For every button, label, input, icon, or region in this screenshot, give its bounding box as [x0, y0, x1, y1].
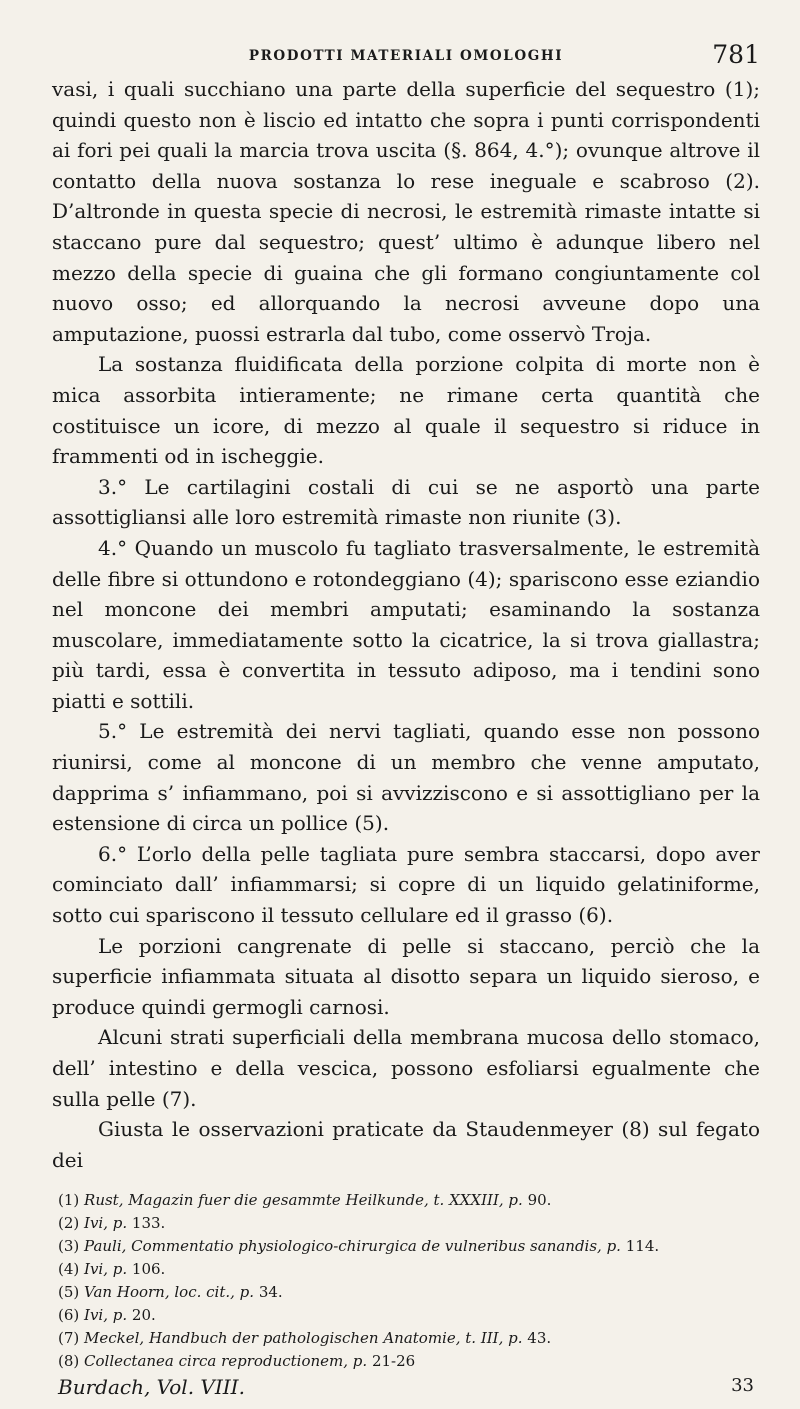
footnote-reference: Meckel, Handbuch der pathologischen Anatomie, t. III, p.	[84, 1329, 523, 1348]
footnote-page: 21-26	[371, 1352, 416, 1371]
footnote-page: 20.	[131, 1306, 156, 1325]
footnote-number: (8)	[58, 1352, 80, 1371]
footnote-number: (7)	[58, 1329, 80, 1348]
footnote-reference: Ivi, p.	[84, 1260, 128, 1279]
footnotes	[52, 1189, 760, 1373]
sheet-number: 33	[731, 1375, 754, 1397]
paragraph: Giusta le osservazioni praticate da Staudenmeyer (8) sul fegato dei	[52, 1117, 760, 1172]
footnote	[52, 1327, 760, 1350]
footnote	[52, 1258, 760, 1281]
footnote-number: (2)	[58, 1214, 80, 1233]
paragraph: 4.° Quando un muscolo fu tagliato trasversalmente, le estremità delle fibre si ottundono e rotondeggiano (4); spariscono esse eziandio nel moncone dei membri amputati; esaminando la sostanza muscolare, immediatamente sotto la cicatrice, la si trova giallastra; più tardi, essa è convertita in tessuto adiposo, ma i tendini sono piatti e sottili.	[52, 535, 760, 713]
footnote-page: 133.	[131, 1214, 166, 1233]
paragraph: Alcuni strati superficiali della membrana mucosa dello stomaco, dell’ intestino e della vescica, possono esfoliarsi egualmente che sulla pelle (7).	[52, 1025, 760, 1111]
footnote	[52, 1304, 760, 1327]
footnote-page: 90.	[527, 1191, 552, 1210]
footnote-number: (3)	[58, 1237, 80, 1256]
signature-mark: Burdach, Vol. VIII.	[58, 1375, 245, 1400]
footnote-reference: Rust, Magazin fuer die gesammte Heilkunde, t. XXXIII, p.	[84, 1191, 523, 1210]
paragraph: 3.° Le cartilagini costali di cui se ne asportò una parte assottigliansi alle loro estremità rimaste non riunite (3).	[52, 474, 760, 530]
footnote-number: (6)	[58, 1306, 80, 1325]
paragraph: La sostanza fluidificata della porzione colpita di morte non è mica assorbita intieramente; ne rimane certa quantità che costituisce un icore, di mezzo al quale il sequestro si riduce in frammenti od in ischeggie.	[52, 352, 760, 469]
page-number: 781	[712, 40, 760, 69]
footnote-number: (4)	[58, 1260, 80, 1279]
footnote-number: (1)	[58, 1191, 80, 1210]
footnote-reference: Ivi, p.	[84, 1306, 128, 1325]
footnote-reference: Ivi, p.	[84, 1214, 128, 1233]
footnote-page: 34.	[258, 1283, 283, 1302]
footnote-page: 114.	[625, 1237, 660, 1256]
footnote-number: (5)	[58, 1283, 80, 1302]
footnote-reference: Van Hoorn, loc. cit., p.	[84, 1283, 255, 1302]
page-header	[52, 30, 760, 74]
footnote-reference: Collectanea circa reproductionem, p.	[84, 1352, 368, 1371]
running-head: PRODOTTI MATERIALI OMOLOGHI	[248, 48, 564, 64]
footnote	[52, 1350, 760, 1373]
page-footer	[52, 1373, 760, 1403]
footnote-reference: Pauli, Commentatio physiologico-chirurgica de vulneribus sanandis, p.	[84, 1237, 621, 1256]
main-text	[52, 74, 760, 1175]
footnote-page: 106.	[131, 1260, 166, 1279]
paragraph: 6.° L’orlo della pelle tagliata pure sembra staccarsi, dopo aver cominciato dall’ infiammarsi; si copre di un liquido gelatiniforme, sotto cui spariscono il tessuto cellulare ed il grasso (6).	[52, 841, 760, 928]
footnote	[52, 1212, 760, 1235]
paragraph: vasi, i quali succhiano una parte della superficie del sequestro (1); quindi questo non è liscio ed intatto che sopra i punti corrispondenti ai fori pei quali la marcia trova uscita (§. 864, 4.°); ovunque altrove il contatto della nuova sostanza lo rese ineguale e scabroso (2). D’altronde in questa specie di necrosi, le estremità rimaste intatte si staccano pure dal sequestro; quest’ ultimo è adunque libero nel mezzo della specie di guaina che gli formano congiuntamente col nuovo osso; ed allorquando la necrosi avveune dopo una amputazione, puossi estrarla dal tubo, come osservò Troja.	[52, 77, 760, 346]
footnote	[52, 1189, 760, 1212]
footnote-page: 43.	[527, 1329, 552, 1348]
footnote	[52, 1281, 760, 1304]
footnote	[52, 1235, 760, 1258]
paragraph: Le porzioni cangrenate di pelle si staccano, perciò che la superficie infiammata situata al disotto separa un liquido sieroso, e produce quindi germogli carnosi.	[52, 933, 760, 1019]
paragraph: 5.° Le estremità dei nervi tagliati, quando esse non possono riunirsi, come al moncone di un membro che venne amputato, dapprima s’ infiammano, poi si avvizziscono e si assottigliano per la estensione di circa un pollice (5).	[52, 719, 760, 836]
